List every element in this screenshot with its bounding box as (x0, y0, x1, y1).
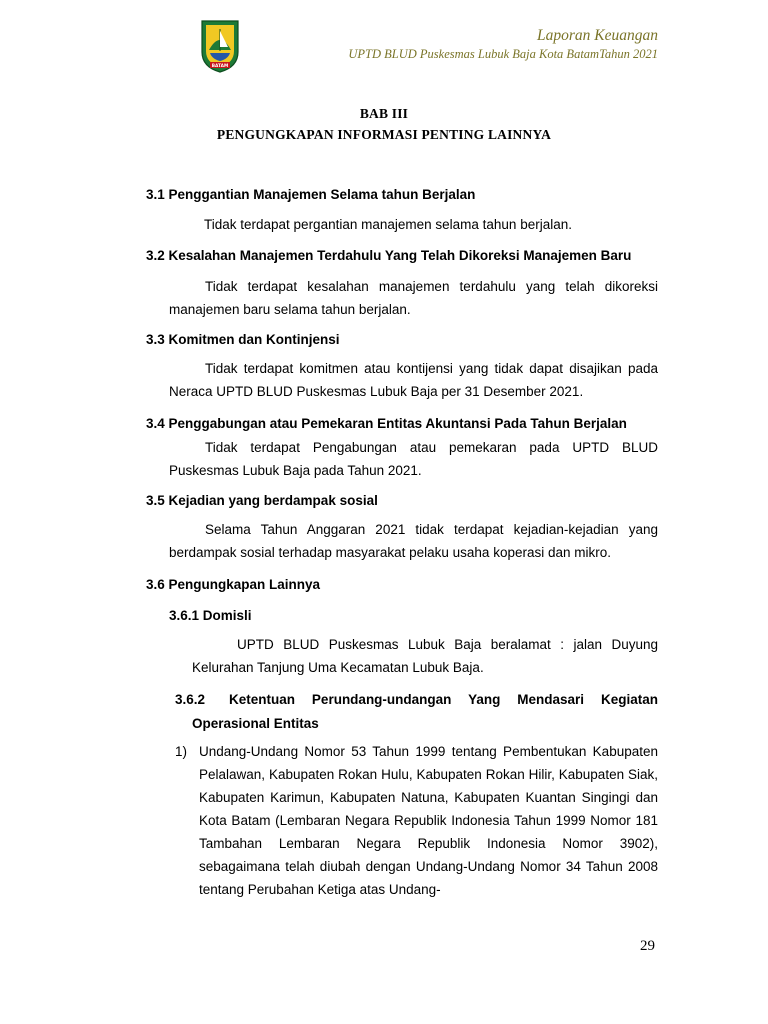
subsection-3-6-1-body (192, 633, 658, 679)
section-heading: 3.5 Kejadian yang berdampak sosial (146, 493, 378, 508)
section-paragraph: Tidak terdapat Pengabungan atau pemekaran pada UPTD BLUD Puskesmas Lubuk Baja pada Tahun 2021. (169, 440, 658, 478)
chapter-heading (0, 103, 768, 145)
section-3-2 (146, 247, 658, 265)
section-3-4 (146, 415, 658, 433)
section-heading: 3.6 Pengungkapan Lainnya (146, 577, 321, 592)
section-heading: 3.3 Komitmen dan Kontinjensi (146, 332, 340, 347)
chapter-number: BAB III (359, 106, 409, 121)
document-header (348, 27, 658, 62)
section-paragraph: Tidak terdapat pergantian manajemen selama tahun berjalan. (204, 217, 572, 232)
emblem-label: BATAM (211, 63, 229, 69)
header-subtitle: UPTD BLUD Puskesmas Lubuk Baja Kota BatamTahun 2021 (348, 47, 658, 61)
section-3-6 (146, 576, 658, 594)
subsection-3-6-1 (169, 607, 658, 625)
batam-emblem-logo (199, 18, 241, 74)
section-paragraph: Tidak terdapat kesalahan manajemen terdahulu yang telah dikoreksi manajemen baru selama tahun berjalan. (169, 279, 658, 317)
list-item (175, 740, 658, 901)
subsection-heading: 3.6.1 Domisli (169, 608, 252, 623)
section-heading: 3.2 Kesalahan Manajemen Terdahulu Yang Telah Dikoreksi Manajemen Baru (146, 248, 632, 263)
section-3-3 (146, 331, 658, 349)
list-marker: 1) (175, 744, 188, 759)
section-3-1-body (146, 213, 658, 236)
section-3-4-body (169, 436, 658, 482)
section-paragraph: Selama Tahun Anggaran 2021 tidak terdapat kejadian-kejadian yang berdampak sosial terhadap masyarakat pelaku usaha koperasi dan mikro. (169, 522, 658, 560)
header-title: Laporan Keuangan (537, 27, 658, 44)
section-3-5-body (169, 518, 658, 564)
section-heading: 3.4 Penggabungan atau Pemekaran Entitas Akuntansi Pada Tahun Berjalan (146, 416, 627, 431)
list-item-text: Undang-Undang Nomor 53 Tahun 1999 tentang Pembentukan Kabupaten Pelalawan, Kabupaten Rokan Hulu, Kabupaten Rokan Hilir, Kabupaten Siak, Kabupaten Karimun, Kabupaten Natuna, Kabupaten Kuantan Singingi dan Kota Batam (Lembaran Negara Republik Indonesia Tahun 1999 Nomor 181 Tambahan Lembaran Negara Republik Indonesia Nomor 3902), sebagaimana telah diubah dengan Undang-Undang Nomor 34 Tahun 2008 tentang Perubahan Ketiga atas Undang- (199, 744, 658, 897)
section-paragraph: Tidak terdapat komitmen atau kontijensi yang tidak dapat disajikan pada Neraca UPTD BLUD Puskesmas Lubuk Baja per 31 Desember 2021. (169, 361, 658, 399)
section-3-1 (146, 186, 658, 204)
subsection-paragraph: UPTD BLUD Puskesmas Lubuk Baja beralamat : jalan Duyung Kelurahan Tanjung Uma Kecamatan Lubuk Baja. (192, 637, 658, 675)
section-heading: 3.1 Penggantian Manajemen Selama tahun Berjalan (146, 187, 476, 202)
subsection-heading: Ketentuan Perundang-undangan Yang Mendasari Kegiatan Operasional Entitas (192, 692, 658, 731)
subsection-number: 3.6.2 (175, 692, 206, 707)
section-3-5 (146, 492, 658, 510)
page-number: 29 (640, 938, 655, 954)
section-3-2-body (169, 275, 658, 321)
section-3-3-body (169, 357, 658, 403)
chapter-title: PENGUNGKAPAN INFORMASI PENTING LAINNYA (216, 127, 552, 142)
subsection-3-6-2 (175, 688, 658, 736)
